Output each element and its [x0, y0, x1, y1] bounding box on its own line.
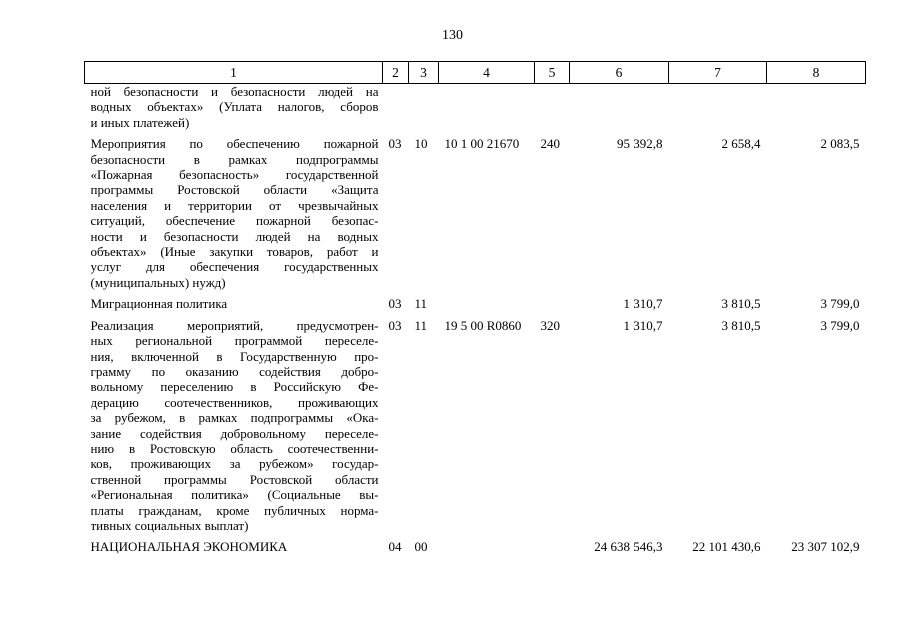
row-name-line: программы Ростовской области «Защита: [90, 182, 379, 198]
row-name-line: Миграционная политика: [90, 296, 228, 312]
amount-year-3: 3 799,0: [820, 317, 860, 333]
amount-year-1: 1 310,7: [623, 317, 663, 333]
target-article-code: 19 5 00 R0860: [444, 317, 522, 333]
table-row: [85, 318, 866, 540]
row-name-line: «Региональная политика» (Социальные вы-: [90, 487, 379, 503]
amount-year-1: 1 310,7: [623, 296, 663, 312]
row-name-line: ситуаций, обеспечение пожарной безопас-: [90, 213, 379, 229]
target-article-code: [439, 539, 535, 560]
amount-year-2: 3 810,5: [721, 317, 761, 333]
column-header-3: 3: [409, 62, 439, 84]
expense-type-code: [535, 296, 570, 317]
row-name: [85, 318, 383, 540]
expense-type-code: 240: [540, 136, 560, 152]
amount-year-1: 24 638 546,3: [594, 539, 663, 555]
target-article-code: [439, 84, 535, 137]
row-name-line: тивных социальных выплат): [90, 517, 249, 533]
amount-year-2: [669, 84, 767, 137]
row-name-line: ния, включенной в Государственную про-: [90, 348, 379, 364]
expense-type-code: [535, 539, 570, 560]
row-name: [85, 136, 383, 296]
table-row: [85, 296, 866, 317]
target-article-code: [439, 296, 535, 317]
amount-year-1: 95 392,8: [617, 136, 663, 152]
budget-table: [84, 61, 866, 561]
row-name-line: «Пожарная безопасность» государственной: [90, 167, 379, 183]
expense-type-code: [535, 84, 570, 137]
row-name: [85, 84, 383, 137]
amount-year-2: 2 658,4: [721, 136, 761, 152]
row-name-line: ности и безопасности людей на водных: [90, 228, 379, 244]
amount-year-3: 23 307 102,9: [791, 539, 860, 555]
row-name-line: ных региональной программой переселе-: [90, 333, 379, 349]
column-header-5: 5: [535, 62, 570, 84]
row-name-line: платы гражданам, кроме публичных норма-: [90, 502, 379, 518]
subsection-code: 11: [414, 317, 428, 333]
table-body: [85, 84, 866, 561]
row-name: [85, 296, 383, 317]
amount-year-3: 2 083,5: [820, 136, 860, 152]
section-code: 03: [388, 317, 402, 333]
row-name-line: (муниципальных) нужд): [90, 274, 226, 290]
row-name-line: безопасности в рамках подпрограммы: [90, 151, 379, 167]
expense-type-code: 320: [540, 317, 560, 333]
row-name-line: Мероприятия по обеспечению пожарной: [90, 136, 379, 152]
subsection-code: [409, 84, 439, 137]
row-name-line: за рубежом, в рамках подпрограммы «Ока-: [90, 410, 379, 426]
subsection-code: 11: [414, 296, 428, 312]
column-header-6: 6: [570, 62, 669, 84]
row-name-line: НАЦИОНАЛЬНАЯ ЭКОНОМИКА: [90, 539, 288, 555]
column-header-2: 2: [383, 62, 409, 84]
amount-year-1: [570, 84, 669, 137]
row-name-line: грамму по оказанию содействия добро-: [90, 363, 379, 379]
row-name-line: населения и территории от чрезвычайных: [90, 197, 379, 213]
column-header-7: 7: [669, 62, 767, 84]
table-row: [85, 136, 866, 296]
row-name-line: услуг для обеспечения государственных: [90, 259, 379, 275]
section-code: 03: [388, 136, 402, 152]
column-header-4: 4: [439, 62, 535, 84]
column-header-8: 8: [767, 62, 866, 84]
row-name-line: ков, проживающих за рубежом» государ-: [90, 456, 379, 472]
section-code: 03: [388, 296, 402, 312]
row-name-line: объектах» (Иные закупки товаров, работ и: [90, 244, 379, 260]
row-name-line: зание содействия добровольному переселе-: [90, 425, 379, 441]
row-name-line: дерацию соотечественников, проживающих: [90, 394, 379, 410]
row-name-line: вольному переселению в Российскую Фе-: [90, 379, 379, 395]
subsection-code: 00: [414, 539, 428, 555]
row-name-line: нию в Ростовскую область соотечественни-: [90, 440, 379, 456]
row-name: [85, 539, 383, 560]
amount-year-2: 22 101 430,6: [692, 539, 761, 555]
table-row: [85, 84, 866, 137]
row-name-line: ственной программы Ростовской области: [90, 471, 379, 487]
row-name-line: ной безопасности и безопасности людей на: [90, 84, 379, 99]
row-name-line: и иных платежей): [90, 114, 190, 130]
target-article-code: 10 1 00 21670: [444, 136, 520, 152]
row-name-line: Реализация мероприятий, предусмотрен-: [90, 317, 379, 333]
amount-year-2: 3 810,5: [721, 296, 761, 312]
amount-year-3: 3 799,0: [820, 296, 860, 312]
section-code: [383, 84, 409, 137]
table-row: [85, 539, 866, 560]
header-row: [85, 62, 866, 84]
section-code: 04: [388, 539, 402, 555]
subsection-code: 10: [414, 136, 428, 152]
row-name-line: водных объектах» (Уплата налогов, сборов: [90, 99, 379, 115]
column-header-1: 1: [85, 62, 383, 84]
page-number: 130: [442, 28, 463, 43]
amount-year-3: [767, 84, 866, 137]
